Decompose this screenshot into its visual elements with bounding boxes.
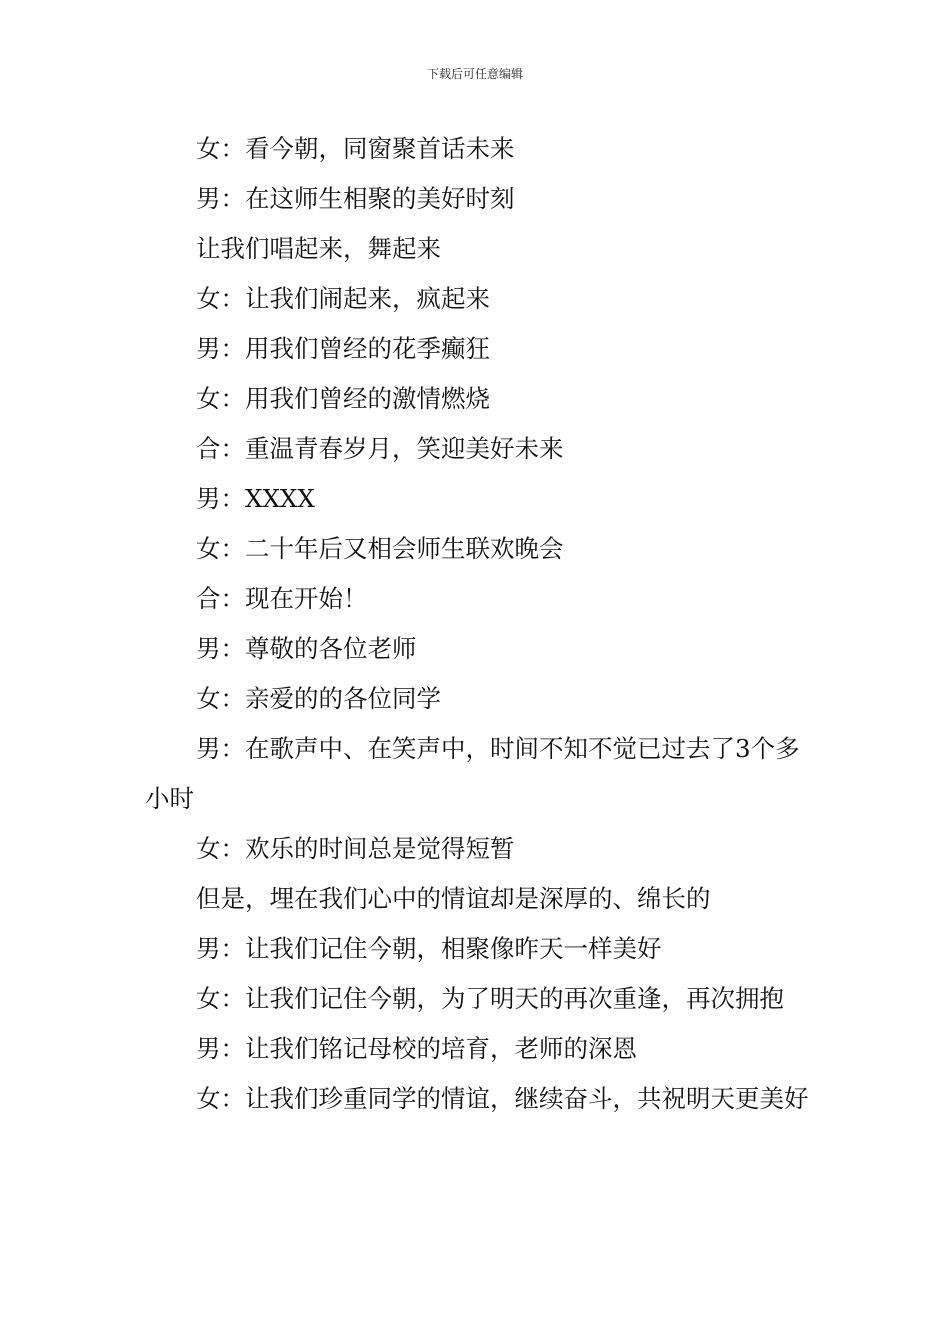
header-note: 下载后可任意编辑 bbox=[426, 67, 523, 81]
paragraph: 但是，埋在我们心中的情谊却是深厚的、绵长的 bbox=[196, 884, 711, 913]
paragraph: 男：尊敬的各位老师 bbox=[196, 634, 417, 663]
paragraph: 男：让我们铭记母校的培育，老师的深恩 bbox=[196, 1034, 637, 1063]
paragraph: 女：亲爱的的各位同学 bbox=[196, 684, 441, 713]
paragraph: 女：让我们珍重同学的情谊，继续奋斗，共祝明天更美好 bbox=[196, 1084, 809, 1113]
paragraph: 女：看今朝，同窗聚首话未来 bbox=[196, 134, 515, 163]
paragraph: 合：现在开始！ bbox=[196, 584, 368, 613]
paragraph: 女：让我们闹起来，疯起来 bbox=[196, 284, 490, 313]
document-body bbox=[145, 124, 810, 1124]
paragraph: 女：欢乐的时间总是觉得短暂 bbox=[196, 834, 515, 863]
paragraph: 男：在歌声中、在笑声中，时间不知不觉已过去了3个多小时 bbox=[145, 734, 800, 813]
paragraph: 合：重温青春岁月，笑迎美好未来 bbox=[196, 434, 564, 463]
paragraph: 让我们唱起来，舞起来 bbox=[196, 234, 441, 263]
paragraph: 女：用我们曾经的激情燃烧 bbox=[196, 384, 490, 413]
paragraph: 男：XXXX bbox=[196, 484, 315, 513]
paragraph: 男：让我们记住今朝，相聚像昨天一样美好 bbox=[196, 934, 662, 963]
paragraph: 女：让我们记住今朝，为了明天的再次重逢，再次拥抱 bbox=[196, 984, 784, 1013]
paragraph: 男：在这师生相聚的美好时刻 bbox=[196, 184, 515, 213]
paragraph: 女：二十年后又相会师生联欢晚会 bbox=[196, 534, 564, 563]
paragraph: 男：用我们曾经的花季癫狂 bbox=[196, 334, 490, 363]
